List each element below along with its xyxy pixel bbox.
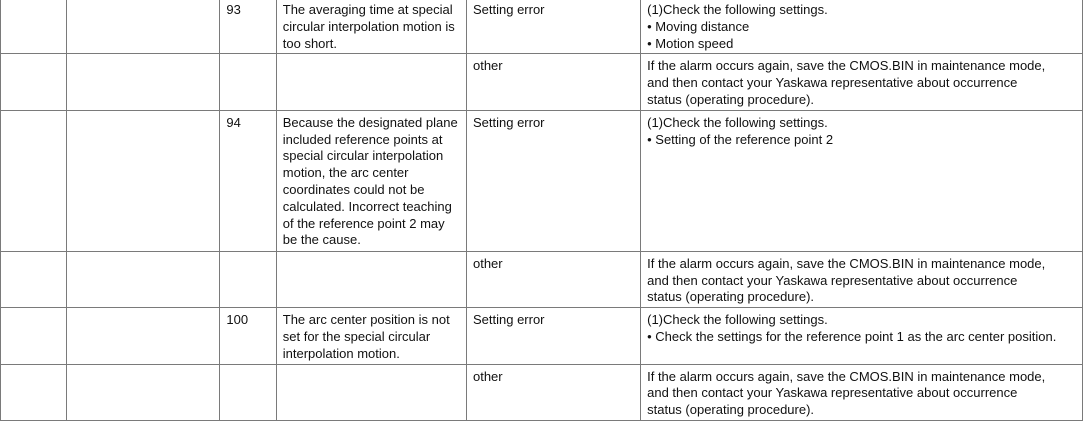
table-row bbox=[1, 110, 1083, 251]
error-type-cell bbox=[466, 251, 640, 307]
error-type: other bbox=[472, 58, 503, 74]
remedy-line: and then contact your Yaskawa representative about occurrence bbox=[647, 272, 1018, 288]
cause-line: too short. bbox=[282, 35, 337, 51]
sub-code: 100 bbox=[226, 312, 249, 328]
remedy-line: and then contact your Yaskawa representative about occurrence bbox=[647, 75, 1018, 91]
remedy-bullet: • Moving distance bbox=[647, 19, 1077, 36]
sub-code: 93 bbox=[226, 2, 241, 17]
error-type-cell bbox=[466, 308, 640, 364]
sub-code-cell bbox=[220, 251, 276, 307]
remedy-bullet: • Motion speed bbox=[647, 36, 1077, 53]
alarm-number-cell bbox=[1, 364, 67, 420]
cause-line: Because the designated plane bbox=[282, 114, 458, 130]
alarm-name-cell bbox=[67, 364, 220, 420]
cause-line: calculated. Incorrect teaching bbox=[282, 198, 452, 214]
error-type-cell bbox=[466, 364, 640, 420]
remedy-bullet: • Setting of the reference point 2 bbox=[647, 132, 1077, 149]
cause-line: interpolation motion. bbox=[282, 345, 400, 361]
remedy-cell bbox=[641, 110, 1083, 251]
remedy-cell bbox=[641, 54, 1083, 110]
table-row bbox=[1, 364, 1083, 420]
alarm-name-cell bbox=[67, 54, 220, 110]
error-type-cell bbox=[466, 54, 640, 110]
remedy-cell bbox=[641, 0, 1083, 54]
cause-cell bbox=[276, 251, 466, 307]
remedy-heading: (1)Check the following settings. bbox=[647, 312, 828, 328]
alarm-name-cell bbox=[67, 0, 220, 54]
error-type-cell bbox=[466, 0, 640, 54]
cause-line: circular interpolation motion is bbox=[282, 18, 455, 34]
table-row bbox=[1, 54, 1083, 110]
cause-cell bbox=[276, 110, 466, 251]
sub-code-cell bbox=[220, 110, 276, 251]
cause-line: of the reference point 2 may bbox=[282, 215, 445, 231]
error-type-cell bbox=[466, 110, 640, 251]
table-row bbox=[1, 251, 1083, 307]
alarm-number-cell bbox=[1, 251, 67, 307]
sub-code: 94 bbox=[226, 114, 241, 130]
remedy-heading: (1)Check the following settings. bbox=[647, 114, 828, 130]
cause-line: coordinates could not be bbox=[282, 181, 425, 197]
alarm-name-cell bbox=[67, 308, 220, 364]
sub-code-cell bbox=[220, 54, 276, 110]
table-row bbox=[1, 0, 1083, 54]
alarm-name-cell bbox=[67, 110, 220, 251]
remedy-line: If the alarm occurs again, save the CMOS.BIN in maintenance mode, bbox=[647, 255, 1046, 271]
cause-line: The averaging time at special bbox=[282, 2, 453, 17]
cause-cell bbox=[276, 364, 466, 420]
alarm-number-cell bbox=[1, 110, 67, 251]
cause-line: special circular interpolation bbox=[282, 148, 444, 164]
sub-code-cell bbox=[220, 364, 276, 420]
remedy-line: status (operating procedure). bbox=[647, 91, 815, 107]
cause-line: be the cause. bbox=[282, 232, 361, 248]
remedy-line: and then contact your Yaskawa representative about occurrence bbox=[647, 385, 1018, 401]
remedy-cell bbox=[641, 364, 1083, 420]
alarm-name-cell bbox=[67, 251, 220, 307]
remedy-line: status (operating procedure). bbox=[647, 289, 815, 305]
sub-code-cell bbox=[220, 0, 276, 54]
cause-line: The arc center position is not bbox=[282, 312, 450, 328]
error-type: other bbox=[472, 368, 503, 384]
error-type: other bbox=[472, 255, 503, 271]
error-type: Setting error bbox=[472, 114, 545, 130]
remedy-line: If the alarm occurs again, save the CMOS.BIN in maintenance mode, bbox=[647, 58, 1046, 74]
cause-cell bbox=[276, 54, 466, 110]
error-type: Setting error bbox=[472, 312, 545, 328]
cause-cell bbox=[276, 308, 466, 364]
alarm-number-cell bbox=[1, 308, 67, 364]
remedy-heading: (1)Check the following settings. bbox=[647, 2, 828, 17]
error-type: Setting error bbox=[472, 2, 545, 17]
cause-line: motion, the arc center bbox=[282, 165, 409, 181]
remedy-line: status (operating procedure). bbox=[647, 402, 815, 418]
remedy-line: If the alarm occurs again, save the CMOS.BIN in maintenance mode, bbox=[647, 368, 1046, 384]
cause-line: included reference points at bbox=[282, 131, 443, 147]
remedy-bullet: • Check the settings for the reference point 1 as the arc center position. bbox=[647, 329, 1077, 346]
sub-code-cell bbox=[220, 308, 276, 364]
remedy-cell bbox=[641, 251, 1083, 307]
alarm-number-cell bbox=[1, 0, 67, 54]
cause-line: set for the special circular bbox=[282, 328, 431, 344]
remedy-cell bbox=[641, 308, 1083, 364]
table-row bbox=[1, 308, 1083, 364]
alarm-number-cell bbox=[1, 54, 67, 110]
cause-cell bbox=[276, 0, 466, 54]
